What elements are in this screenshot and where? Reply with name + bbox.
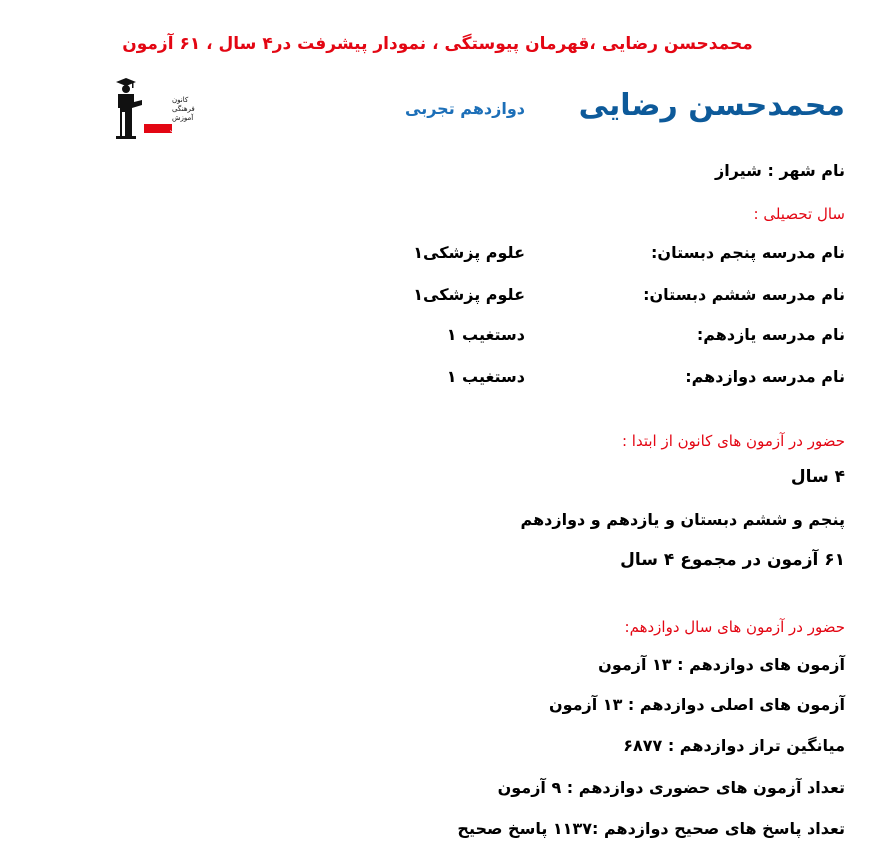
logo-line-2: فرهنگی (172, 105, 195, 113)
school-label-11th: نام مدرسه یازدهم: (696, 325, 845, 344)
stat-12-main-exams: آزمون های اصلی دوازدهم : ۱۳ آزمون (548, 695, 845, 714)
school-value-6th: علوم پزشکی۱ (413, 285, 525, 304)
student-grade: دوازدهم تجربی (405, 99, 525, 118)
stat-12-exams: آزمون های دوازدهم : ۱۳ آزمون (598, 655, 845, 674)
school-label-5th: نام مدرسه پنجم دبستان: (651, 243, 845, 262)
stat-12-in-person: تعداد آزمون های حضوری دوازدهم : ۹ آزمون (497, 778, 845, 797)
student-name: محمدحسن رضایی (578, 88, 845, 123)
school-label-6th: نام مدرسه ششم دبستان: (643, 285, 845, 304)
stat-12-avg-score: میانگین تراز دوازدهم : ۶۸۷۷ (623, 736, 845, 755)
logo-line-3: آموزش (172, 114, 194, 122)
attendance-12-heading: حضور در آزمون های سال دوازدهم: (624, 618, 845, 636)
attendance-total: ۶۱ آزمون در مجموع ۴ سال (620, 550, 845, 570)
logo-line-1: کانون (172, 96, 189, 104)
school-label-12th: نام مدرسه دوازدهم: (685, 367, 845, 386)
attendance-grades: پنجم و ششم دبستان و یازدهم و دوازدهم (520, 510, 845, 529)
attendance-years: ۴ سال (790, 467, 845, 487)
school-value-5th: علوم پزشکی۱ (413, 243, 525, 262)
academic-year-heading: سال تحصیلی : (753, 205, 845, 223)
city-line: نام شهر : شیراز (714, 161, 845, 180)
school-value-12th: دستغیب ۱ (446, 367, 525, 386)
kanoon-logo (112, 72, 195, 142)
school-value-11th: دستغیب ۱ (446, 325, 525, 344)
logo-line-4: قلم‌چی (170, 125, 190, 133)
page-title: محمدحسن رضایی ،قهرمان پیوستگی ، نمودار پیشرفت در۴ سال ، ۶۱ آزمون (122, 34, 753, 54)
stat-12-correct-answers: تعداد پاسخ های صحیح دوازدهم :۱۱۳۷ پاسخ صحیح (457, 819, 845, 838)
attendance-all-heading: حضور در آزمون های کانون از ابتدا : (621, 432, 845, 450)
